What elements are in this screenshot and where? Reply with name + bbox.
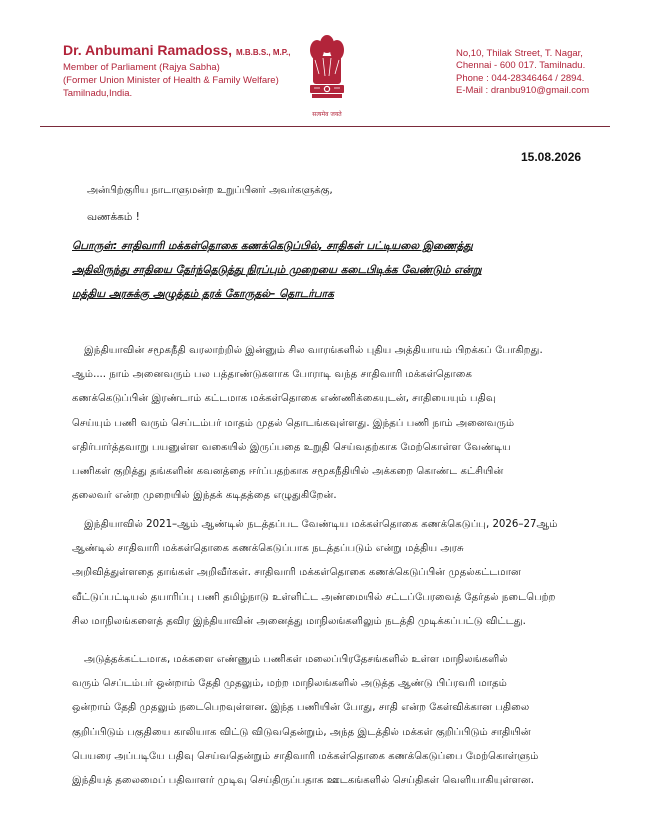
letter-date: 15.08.2026	[521, 150, 582, 164]
paragraph-line: ஆண்டில் சாதிவாரி மக்கள்தொகை கணக்கெடுப்பாக நடத்தப்படும் என்று மத்திய அரசு	[72, 543, 464, 555]
paragraph-line: தலைவர் என்ற முறையில் இந்தக் கடிதத்தை எழுதுகிறேன்.	[72, 490, 337, 502]
paragraph-line: பணிகள் குறித்து தங்களின் கவனத்தை ஈர்ப்பதற்காக சமூகநீதியில் அக்கறை கொண்ட கட்சியின்	[72, 466, 504, 478]
paragraph-line: அறிவித்துள்ளதை தாங்கள் அறிவீர்கள். சாதிவாரி மக்கள்தொகை கணக்கெடுப்பின் முதல்கட்டமான	[72, 567, 521, 579]
address-line-2: Chennai - 600 017. Tamilnadu.	[456, 60, 586, 72]
sender-degrees: M.B.B.S., M.P.,	[235, 48, 291, 57]
salutation-addressee: அன்பிற்குரிய நாடாளுமன்ற உறுப்பினர் அவர்களுக்கு,	[87, 185, 333, 196]
paragraph-line: இந்தியத் தலைமைப் பதிவாளர் முடிவு செய்திருப்பதாக ஊடகங்களில் செய்திகள் வெளியாகியுள்ளன.	[72, 775, 534, 787]
sender-name: Dr. Anbumani Ramadoss,	[63, 42, 233, 58]
paragraph-line: ஆம்.... நாம் அனைவரும் பல பத்தாண்டுகளாக போராடி வந்த சாதிவாரி மக்கள்தொகை	[72, 369, 472, 381]
emblem-motto: सत्यमेव जयते	[312, 111, 342, 118]
paragraph-line: வரும் செப்டம்பர் ஒன்றாம் தேதி முதலும், மற்ற மாநிலங்களில் அடுத்த ஆண்டு பிப்ரவரி மாதம்	[72, 678, 507, 690]
body-paragraph-3	[72, 648, 612, 793]
paragraph-line: வீட்டுப்பட்டியல் தயாரிப்பு பணி தமிழ்நாடு உள்ளிட்ட அண்மையில் சட்டப்பேரவைத் தேர்தல் நடைபெற்ற	[72, 591, 556, 603]
subject-block	[72, 234, 612, 306]
paragraph-line: எதிர்பார்த்தவாறு பயனுள்ள வகையில் இருப்பதை உறுதி செய்வதற்காக மேற்கொள்ள வேண்டிய	[72, 441, 511, 453]
paragraph-line: இந்தியாவின் சமூகநீதி வரலாற்றில் இன்னும் சில வாரங்களில் புதிய அத்தியாயம் பிறக்கப் போகிறது.	[84, 345, 543, 356]
state-emblem-icon	[305, 30, 349, 122]
body-paragraph-1	[72, 339, 612, 508]
letterhead-right	[456, 48, 646, 98]
paragraph-line: குறிப்பிடும் பகுதியை காலியாக விட்டு விடுவதென்றும், அந்த இடத்தில் மக்கள் குறிப்பிடும் சாதியின்	[72, 726, 531, 738]
letterhead-divider	[40, 126, 610, 127]
paragraph-line: சில மாநிலங்களைத் தவிர இந்தியாவின் அனைத்து மாநிலங்களிலும் நடத்தி முடிக்கப்பட்டு விட்டது.	[72, 615, 526, 627]
subject-line: மத்திய அரசுக்கு அழுத்தம் தரக் கோருதல்– தொடர்பாக	[72, 288, 334, 300]
sender-location: Tamilnadu,India.	[63, 88, 133, 99]
paragraph-line: பெயரை அப்படியே பதிவு செய்வதென்றும் சாதிவாரி மக்கள்தொகை கணக்கெடுப்பை மேற்கொள்ளும்	[72, 750, 539, 762]
body-paragraph-2	[72, 513, 612, 634]
salutation-greeting: வணக்கம் !	[87, 211, 140, 223]
subject-line: அதிலிருந்து சாதியை தேர்ந்தெடுத்து நிரப்பும் முறையை கடைபிடிக்க வேண்டும் என்று	[72, 264, 482, 276]
address-line-1: No,10, Thilak Street, T. Nagar,	[456, 48, 583, 59]
paragraph-line: கணக்கெடுப்பின் இரண்டாம் கட்டமாக மக்கள்தொகை எண்ணிக்கையுடன், சாதியையும் பதிவு	[72, 393, 496, 405]
paragraph-line: ஒன்றாம் தேதி முதலும் நடைபெறவுள்ளன. இந்த பணியின் போது, சாதி என்ற கேள்விக்கான பதிலை	[72, 702, 530, 714]
sender-name-line	[63, 42, 313, 61]
sender-title-1: Member of Parliament (Rajya Sabha)	[63, 62, 220, 73]
paragraph-line: இந்தியாவில் 2021–ஆம் ஆண்டில் நடத்தப்பட வேண்டிய மக்கள்தொகை கணக்கெடுப்பு, 2026–27ஆம்	[84, 519, 558, 530]
letterhead-left	[63, 42, 313, 100]
subject-line: பொருள்: சாதிவாரி மக்கள்தொகை கணக்கெடுப்பில், சாதிகள் பட்டியலை இணைத்து	[72, 240, 473, 252]
paragraph-line: செய்யும் பணி வரும் செப்டம்பர் மாதம் முதல் தொடங்கவுள்ளது. இந்தப் பணி நாம் அனைவரும்	[72, 417, 515, 429]
phone-line: Phone : 044-28346464 / 2894.	[456, 72, 585, 84]
email-line: E-Mail : dranbu910@gmail.com	[456, 85, 590, 97]
sender-title-2: (Former Union Minister of Health & Family Welfare)	[63, 75, 279, 86]
paragraph-line: அடுத்தக்கட்டமாக, மக்களை எண்ணும் பணிகள் மலைப்பிரதேசங்களில் உள்ள மாநிலங்களில்	[84, 654, 508, 665]
